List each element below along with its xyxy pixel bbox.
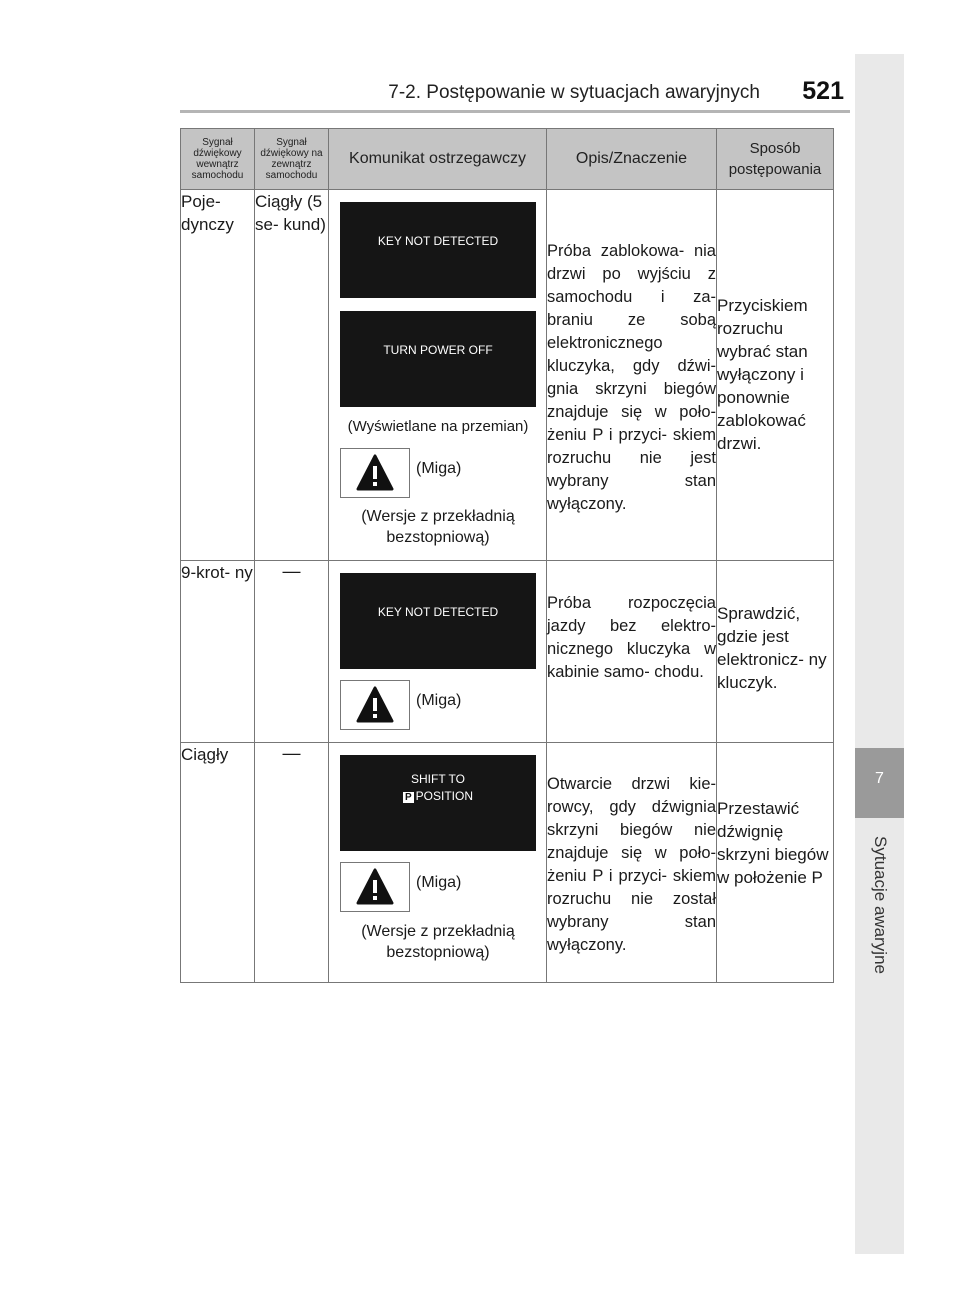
screen-line — [340, 788, 536, 805]
blink-caption: (Miga) — [416, 460, 462, 477]
warning-triangle-icon — [356, 686, 394, 724]
version-note: (Wersje z przekładnią bezstopniową) — [361, 923, 515, 961]
screen-line-text: POSITION — [415, 789, 473, 803]
warning-message-cell — [329, 743, 547, 983]
display-screen — [340, 573, 536, 669]
display-screen — [340, 755, 536, 851]
meaning-text: Otwarcie drzwi kie- rowcy, gdy dźwignia skrzyni biegów nie znajduje się w poło- żeniu P i przyci- skiem rozruchu nie został wybrany stan wyłączony. — [547, 775, 716, 954]
header-warning-message: Komunikat ostrzegawczy — [329, 129, 547, 190]
action-text: Przestawić dźwignię skrzyni biegów w położenie P — [717, 799, 829, 887]
inside-buzzer-cell: Ciągły — [181, 743, 255, 983]
action-text: Przyciskiem rozruchu wybrać stan wyłączony i ponownie zablokować drzwi. — [717, 296, 808, 453]
warning-light-box — [340, 862, 410, 912]
outside-buzzer-cell: — — [255, 743, 329, 983]
page-number: 521 — [802, 77, 844, 105]
section-title: 7-2. Postępowanie w sytuacjach awaryjnych — [388, 82, 760, 103]
chapter-sidebar — [855, 54, 904, 1254]
header-outside-buzzer: Sygnał dźwiękowy na zewnątrz samochodu — [255, 129, 329, 190]
screen-message: TURN POWER OFF — [383, 343, 493, 357]
warning-table — [180, 128, 834, 983]
warning-message-cell — [329, 561, 547, 743]
warning-light-box — [340, 680, 410, 730]
blink-caption: (Miga) — [416, 874, 462, 891]
display-screen — [340, 311, 536, 407]
chapter-number: 7 — [875, 770, 884, 787]
chapter-tab — [855, 748, 904, 818]
table-row — [181, 561, 834, 743]
chapter-label: Sytuacje awaryjne — [871, 836, 890, 974]
version-note: (Wersje z przekładnią bezstopniową) — [361, 508, 515, 546]
warning-light-box — [340, 448, 410, 498]
p-position-icon: P — [404, 792, 412, 803]
screen-line: SHIFT TO — [410, 772, 465, 786]
inside-buzzer-cell: 9-krot- ny — [181, 561, 255, 743]
action-cell — [717, 743, 834, 983]
screen-message — [340, 771, 536, 805]
page-header — [180, 78, 850, 113]
action-text: Sprawdzić, gdzie jest elektronicz- ny kluczyk. — [717, 604, 827, 692]
meaning-text: Próba zablokowa- nia drzwi po wyjściu z samochodu i za- braniu ze sobą elektronicznego kluczyka, gdy dźwi- gnia skrzyni biegów znajduje się w poło- żeniu P i przyci- skiem rozruchu nie jest wybrany stan wyłączony. — [547, 242, 716, 513]
header-inside-buzzer: Sygnał dźwiękowy wewnątrz samochodu — [181, 129, 255, 190]
action-cell — [717, 190, 834, 561]
header-meaning: Opis/Znaczenie — [547, 129, 717, 190]
table-row — [181, 190, 834, 561]
warning-message-cell — [329, 190, 547, 561]
meaning-cell — [547, 190, 717, 561]
table-header-row — [181, 129, 834, 190]
screen-message: KEY NOT DETECTED — [377, 605, 499, 619]
warning-triangle-icon — [356, 868, 394, 906]
display-screen — [340, 202, 536, 298]
inside-buzzer-cell: Poje- dynczy — [181, 190, 255, 561]
outside-buzzer-cell: Ciągły (5 se- kund) — [255, 190, 329, 561]
outside-buzzer-cell: — — [255, 561, 329, 743]
meaning-cell — [547, 561, 717, 743]
meaning-cell — [547, 743, 717, 983]
meaning-text: Próba rozpoczęcia jazdy bez elektro- nicznego kluczyka w kabinie samo- chodu. — [547, 594, 716, 681]
alternating-caption: (Wyświetlane na przemian) — [347, 418, 529, 435]
action-cell — [717, 561, 834, 743]
warning-triangle-icon — [356, 454, 394, 492]
table-row — [181, 743, 834, 983]
header-action: Sposób postępowania — [717, 129, 834, 190]
screen-message: KEY NOT DETECTED — [377, 234, 499, 248]
blink-caption: (Miga) — [416, 692, 462, 709]
